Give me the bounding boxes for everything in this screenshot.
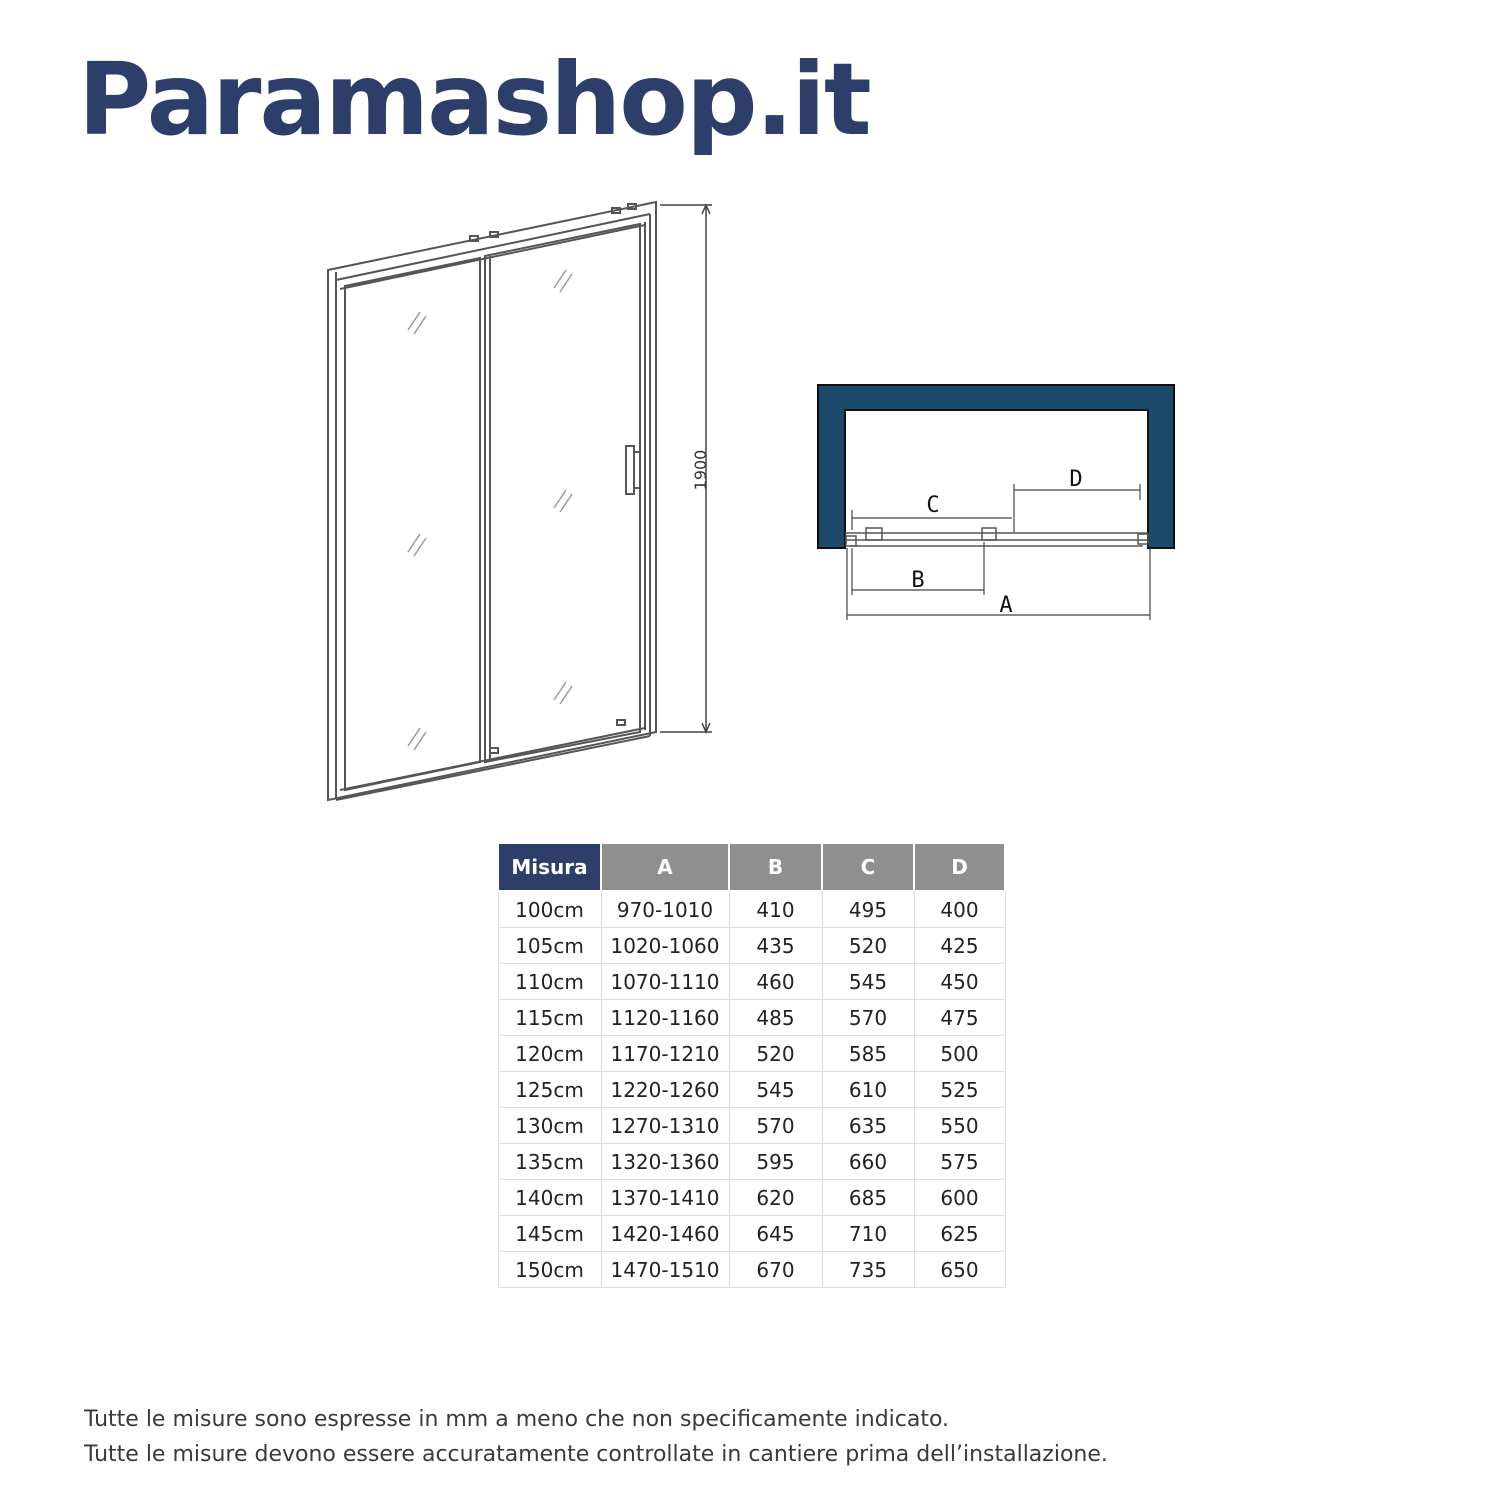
notes <box>84 1402 1108 1472</box>
table-row <box>498 1108 1005 1144</box>
table-cell: 410 <box>729 891 822 928</box>
table-cell: 545 <box>729 1072 822 1108</box>
table-cell: 625 <box>914 1216 1005 1252</box>
table-cell: 115cm <box>498 1000 601 1036</box>
table-row <box>498 1072 1005 1108</box>
height-label: 1900 <box>691 449 710 491</box>
size-table <box>497 842 1006 1288</box>
dim-label-d: D <box>1069 467 1083 492</box>
table-cell: 710 <box>822 1216 914 1252</box>
table-body <box>498 891 1005 1288</box>
front-view-drawing <box>318 195 728 810</box>
table-row <box>498 1036 1005 1072</box>
table-cell: 435 <box>729 928 822 964</box>
table-cell: 525 <box>914 1072 1005 1108</box>
outer-frame <box>328 202 656 800</box>
table-cell: 475 <box>914 1000 1005 1036</box>
table-cell: 140cm <box>498 1180 601 1216</box>
table-cell: 735 <box>822 1252 914 1288</box>
table-cell: 145cm <box>498 1216 601 1252</box>
table-cell: 150cm <box>498 1252 601 1288</box>
brand-logo: Paramashop.it <box>78 41 870 158</box>
wall-outline <box>818 385 1174 548</box>
table-cell: 645 <box>729 1216 822 1252</box>
table-cell: 670 <box>729 1252 822 1288</box>
table-cell: 545 <box>822 964 914 1000</box>
table-cell: 400 <box>914 891 1005 928</box>
table-cell: 120cm <box>498 1036 601 1072</box>
table-cell: 1070-1110 <box>601 964 729 1000</box>
header-a: A <box>601 843 729 891</box>
sliding-panel <box>485 224 640 762</box>
table-cell: 495 <box>822 891 914 928</box>
dim-label-b: B <box>911 568 925 593</box>
table-row <box>498 1252 1005 1288</box>
table-cell: 125cm <box>498 1072 601 1108</box>
door-track <box>845 528 1148 546</box>
table-cell: 520 <box>822 928 914 964</box>
table-cell: 575 <box>914 1144 1005 1180</box>
table-cell: 485 <box>729 1000 822 1036</box>
table-cell: 425 <box>914 928 1005 964</box>
table-cell: 135cm <box>498 1144 601 1180</box>
plan-view-drawing <box>815 380 1180 620</box>
table-cell: 570 <box>822 1000 914 1036</box>
table-cell: 595 <box>729 1144 822 1180</box>
table-row <box>498 1180 1005 1216</box>
table-cell: 600 <box>914 1180 1005 1216</box>
table-cell: 1420-1460 <box>601 1216 729 1252</box>
table-cell: 570 <box>729 1108 822 1144</box>
table-cell: 100cm <box>498 891 601 928</box>
table-cell: 520 <box>729 1036 822 1072</box>
table-row <box>498 891 1005 928</box>
header-b: B <box>729 843 822 891</box>
header-d: D <box>914 843 1005 891</box>
table-cell: 585 <box>822 1036 914 1072</box>
table-cell: 550 <box>914 1108 1005 1144</box>
table-cell: 620 <box>729 1180 822 1216</box>
table-cell: 105cm <box>498 928 601 964</box>
fixed-panel <box>345 258 480 790</box>
table-cell: 635 <box>822 1108 914 1144</box>
table-cell: 650 <box>914 1252 1005 1288</box>
table-cell: 450 <box>914 964 1005 1000</box>
dim-label-a: A <box>999 593 1013 618</box>
table-row <box>498 964 1005 1000</box>
table-cell: 130cm <box>498 1108 601 1144</box>
table-cell: 1270-1310 <box>601 1108 729 1144</box>
note-line: Tutte le misure sono espresse in mm a meno che non specificamente indicato. <box>84 1407 950 1432</box>
table-cell: 1320-1360 <box>601 1144 729 1180</box>
table-cell: 1220-1260 <box>601 1072 729 1108</box>
table-cell: 970-1010 <box>601 891 729 928</box>
header-misura: Misura <box>498 843 601 891</box>
table-cell: 685 <box>822 1180 914 1216</box>
table-row <box>498 1216 1005 1252</box>
note-line: Tutte le misure devono essere accuratamente controllate in cantiere prima dell’installazione. <box>84 1442 1108 1467</box>
table-cell: 1020-1060 <box>601 928 729 964</box>
dim-label-c: C <box>926 493 940 518</box>
table-row <box>498 1000 1005 1036</box>
table-cell: 500 <box>914 1036 1005 1072</box>
table-cell: 610 <box>822 1072 914 1108</box>
table-cell: 1120-1160 <box>601 1000 729 1036</box>
table-header-row <box>498 843 1005 891</box>
door-handle <box>626 446 634 494</box>
table-cell: 110cm <box>498 964 601 1000</box>
table-cell: 1470-1510 <box>601 1252 729 1288</box>
table-row <box>498 928 1005 964</box>
table-cell: 1370-1410 <box>601 1180 729 1216</box>
table-row <box>498 1144 1005 1180</box>
table-cell: 460 <box>729 964 822 1000</box>
table-cell: 660 <box>822 1144 914 1180</box>
header-c: C <box>822 843 914 891</box>
table-cell: 1170-1210 <box>601 1036 729 1072</box>
